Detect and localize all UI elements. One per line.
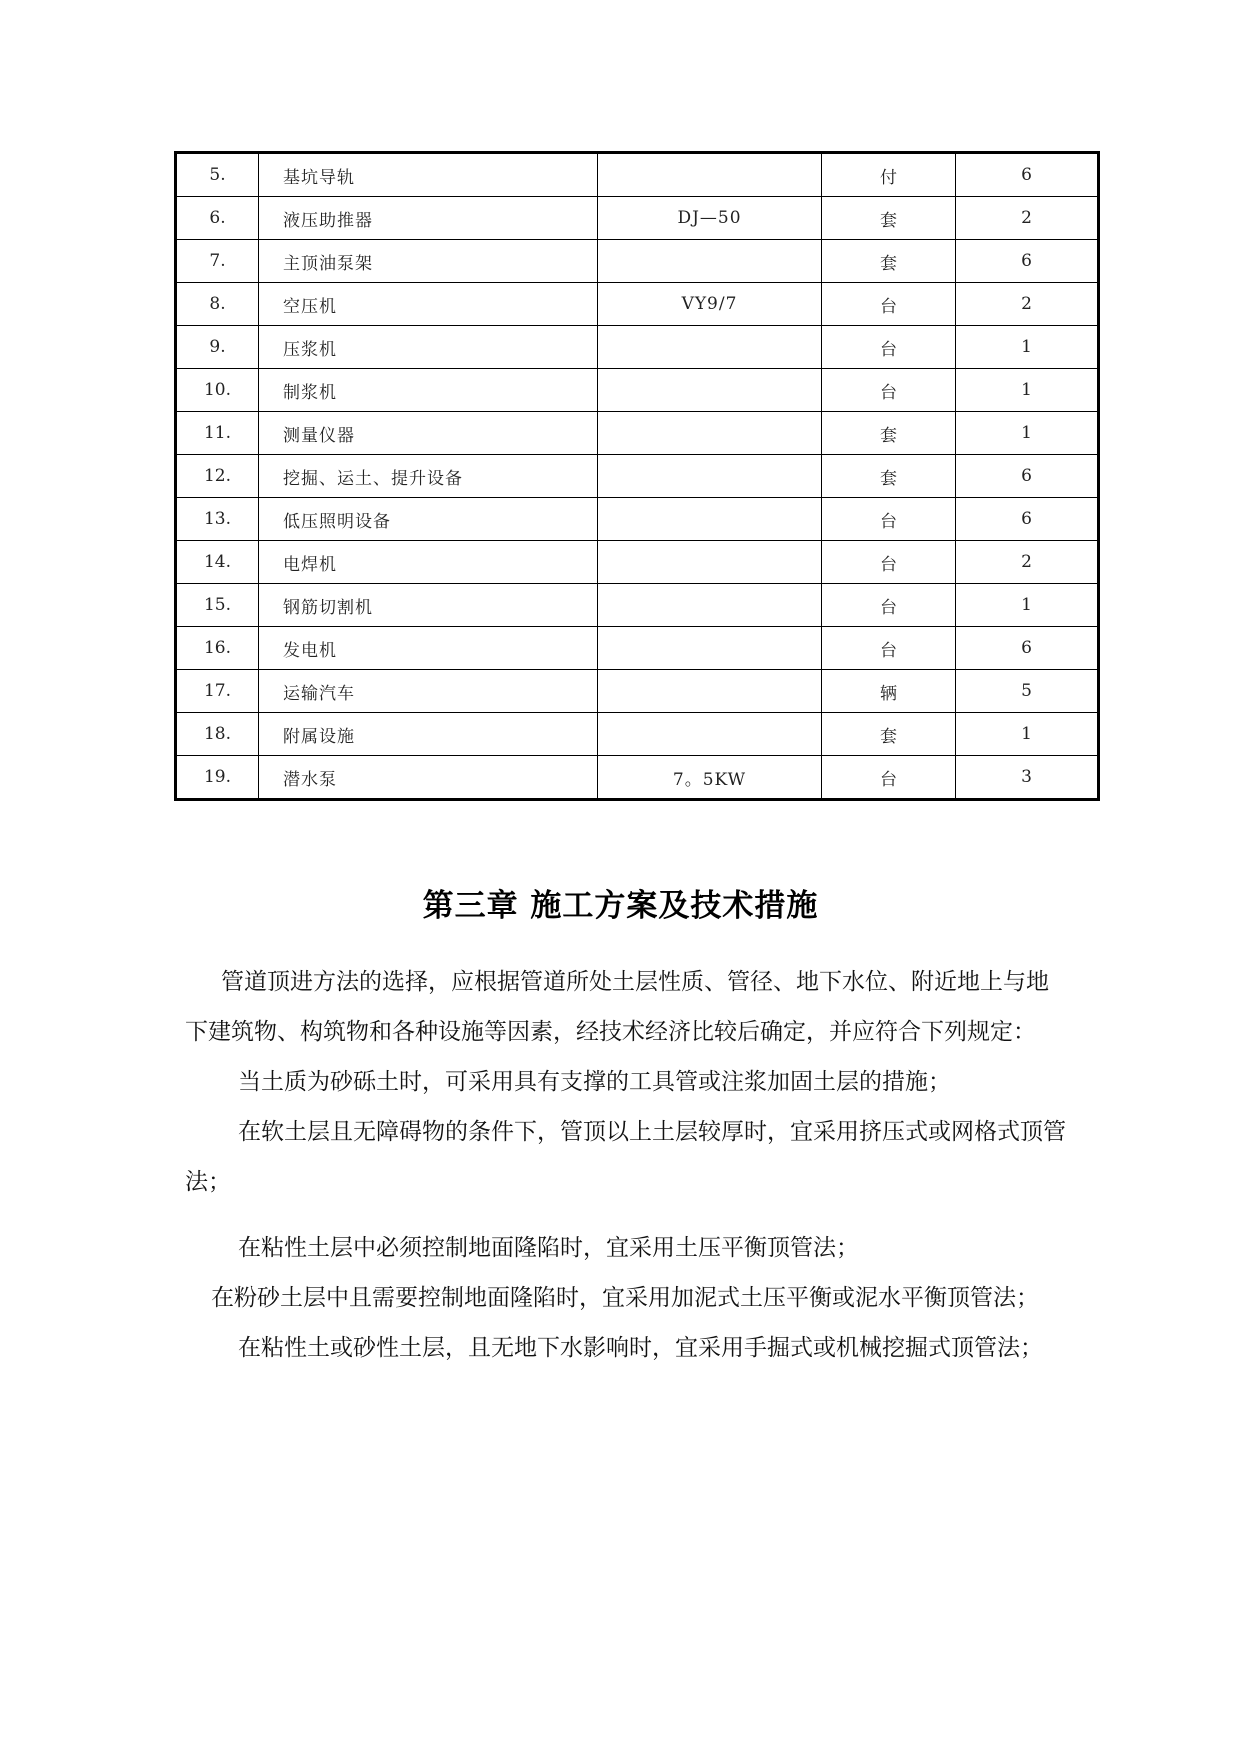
equipment-name: 电焊机	[259, 541, 598, 584]
table-row	[176, 713, 1099, 756]
paragraph-line: 当土质为砂砾土时，可采用具有支撑的工具管或注浆加固土层的措施；	[238, 1069, 951, 1095]
equipment-spec	[598, 541, 822, 584]
equipment-unit: 付	[822, 153, 956, 197]
equipment-unit: 套	[822, 197, 956, 240]
equipment-name: 钢筋切割机	[259, 584, 598, 627]
table-row	[176, 670, 1099, 713]
equipment-name: 主顶油泵架	[259, 240, 598, 283]
equipment-spec	[598, 713, 822, 756]
equipment-name: 附属设施	[259, 713, 598, 756]
paragraph-line: 下建筑物、构筑物和各种设施等因素，经技术经济比较后确定，并应符合下列规定：	[185, 1019, 1036, 1045]
equipment-spec	[598, 240, 822, 283]
equipment-unit: 台	[822, 283, 956, 326]
equipment-unit: 套	[822, 240, 956, 283]
equipment-quantity: 1	[956, 584, 1099, 627]
equipment-table-body	[176, 153, 1099, 800]
equipment-quantity: 5	[956, 670, 1099, 713]
equipment-spec: DJ—50	[598, 197, 822, 240]
equipment-name: 挖掘、运土、提升设备	[259, 455, 598, 498]
row-number: 14.	[176, 541, 259, 584]
equipment-unit: 台	[822, 326, 956, 369]
table-row	[176, 412, 1099, 455]
table-row	[176, 283, 1099, 326]
table-row	[176, 756, 1099, 800]
equipment-name: 基坑导轨	[259, 153, 598, 197]
table-row	[176, 369, 1099, 412]
equipment-spec	[598, 369, 822, 412]
paragraph-line: 在粘性土或砂性土层，且无地下水影响时，宜采用手掘式或机械挖掘式顶管法；	[238, 1335, 1043, 1361]
row-number: 5.	[176, 153, 259, 197]
equipment-name: 发电机	[259, 627, 598, 670]
row-number: 18.	[176, 713, 259, 756]
equipment-unit: 台	[822, 584, 956, 627]
table-row	[176, 240, 1099, 283]
equipment-quantity: 2	[956, 197, 1099, 240]
table-row	[176, 197, 1099, 240]
row-number: 9.	[176, 326, 259, 369]
row-number: 15.	[176, 584, 259, 627]
row-number: 12.	[176, 455, 259, 498]
equipment-spec: VY9/7	[598, 283, 822, 326]
equipment-unit: 台	[822, 627, 956, 670]
row-number: 10.	[176, 369, 259, 412]
equipment-spec	[598, 584, 822, 627]
row-number: 6.	[176, 197, 259, 240]
equipment-name: 压浆机	[259, 326, 598, 369]
equipment-quantity: 6	[956, 153, 1099, 197]
equipment-spec	[598, 326, 822, 369]
row-number: 19.	[176, 756, 259, 800]
paragraph-line: 管道顶进方法的选择，应根据管道所处土层性质、管径、地下水位、附近地上与地	[221, 969, 1049, 995]
row-number: 17.	[176, 670, 259, 713]
equipment-unit: 套	[822, 455, 956, 498]
equipment-quantity: 6	[956, 498, 1099, 541]
equipment-unit: 套	[822, 713, 956, 756]
equipment-quantity: 3	[956, 756, 1099, 800]
equipment-name: 运输汽车	[259, 670, 598, 713]
table-row	[176, 153, 1099, 197]
equipment-spec	[598, 455, 822, 498]
equipment-spec	[598, 412, 822, 455]
equipment-spec	[598, 498, 822, 541]
row-number: 13.	[176, 498, 259, 541]
equipment-quantity: 6	[956, 240, 1099, 283]
table-row	[176, 455, 1099, 498]
equipment-name: 潜水泵	[259, 756, 598, 800]
row-number: 11.	[176, 412, 259, 455]
paragraph-line: 法；	[185, 1169, 231, 1195]
equipment-unit: 台	[822, 498, 956, 541]
equipment-unit: 台	[822, 369, 956, 412]
equipment-spec: 7。5KW	[598, 756, 822, 800]
equipment-unit: 辆	[822, 670, 956, 713]
table-row	[176, 627, 1099, 670]
equipment-quantity: 1	[956, 369, 1099, 412]
table-row	[176, 584, 1099, 627]
equipment-quantity: 6	[956, 455, 1099, 498]
equipment-quantity: 2	[956, 283, 1099, 326]
row-number: 7.	[176, 240, 259, 283]
row-number: 8.	[176, 283, 259, 326]
equipment-quantity: 2	[956, 541, 1099, 584]
chapter-title: 第三章 施工方案及技术措施	[422, 888, 819, 924]
row-number: 16.	[176, 627, 259, 670]
equipment-quantity: 1	[956, 412, 1099, 455]
equipment-name: 低压照明设备	[259, 498, 598, 541]
equipment-spec	[598, 627, 822, 670]
paragraph-line: 在粉砂土层中且需要控制地面隆陷时，宜采用加泥式土压平衡或泥水平衡顶管法；	[211, 1285, 1039, 1311]
equipment-spec	[598, 670, 822, 713]
paragraph-line: 在粘性土层中必须控制地面隆陷时，宜采用土压平衡顶管法；	[238, 1235, 859, 1261]
equipment-name: 测量仪器	[259, 412, 598, 455]
paragraph-line: 在软土层且无障碍物的条件下，管顶以上土层较厚时，宜采用挤压式或网格式顶管	[238, 1119, 1066, 1145]
equipment-spec	[598, 153, 822, 197]
equipment-table	[174, 151, 1100, 801]
equipment-name: 空压机	[259, 283, 598, 326]
equipment-unit: 台	[822, 756, 956, 800]
equipment-unit: 套	[822, 412, 956, 455]
equipment-quantity: 1	[956, 713, 1099, 756]
table-row	[176, 541, 1099, 584]
table-row	[176, 498, 1099, 541]
equipment-name: 制浆机	[259, 369, 598, 412]
equipment-name: 液压助推器	[259, 197, 598, 240]
equipment-quantity: 1	[956, 326, 1099, 369]
table-row	[176, 326, 1099, 369]
equipment-quantity: 6	[956, 627, 1099, 670]
equipment-unit: 台	[822, 541, 956, 584]
